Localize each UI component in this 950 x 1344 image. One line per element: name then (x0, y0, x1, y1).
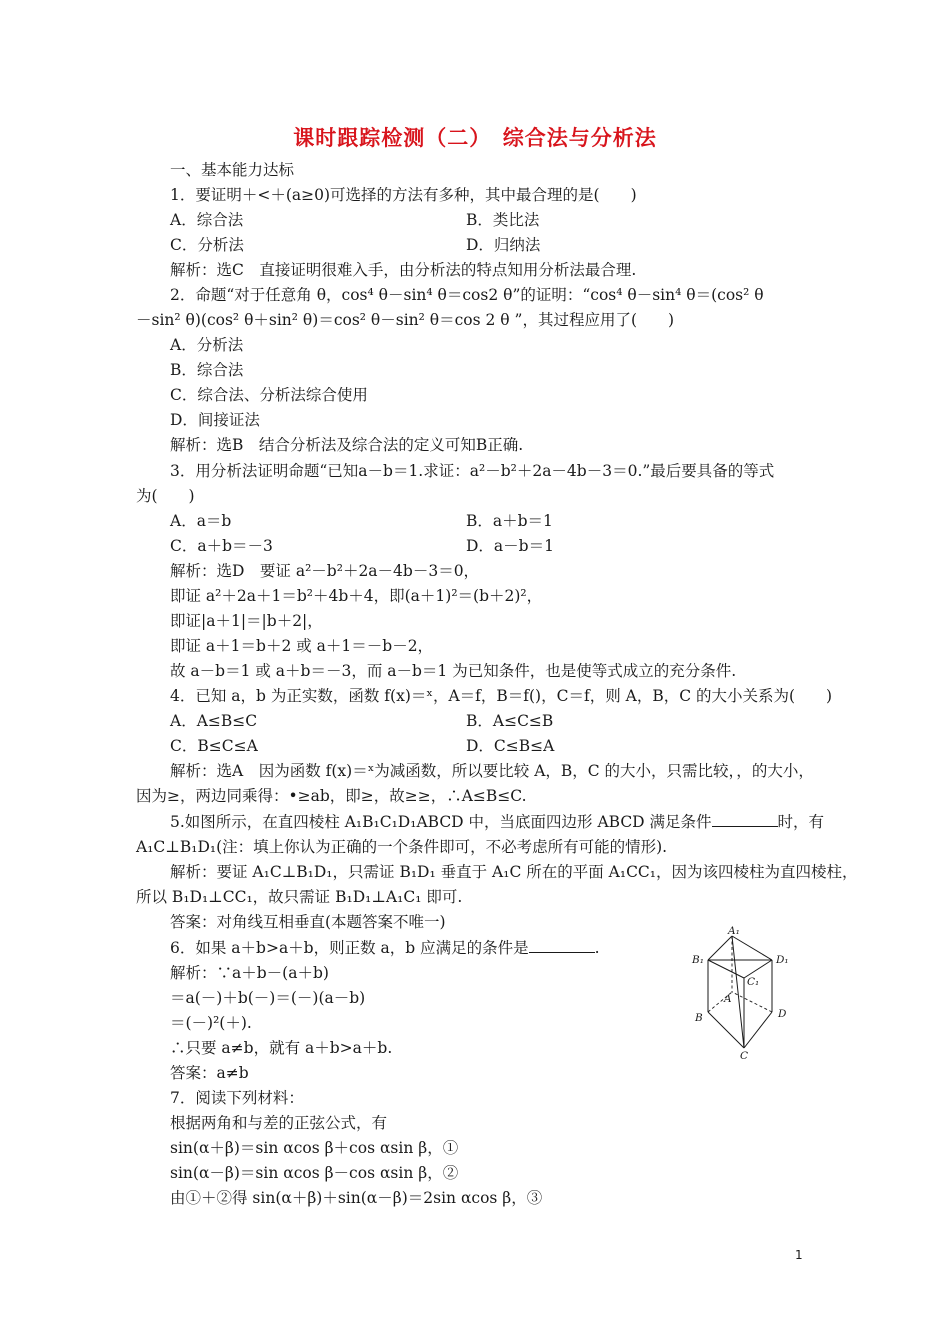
label-b: B (695, 1012, 703, 1024)
label-d: D (778, 1008, 787, 1020)
prism-figure (686, 922, 806, 1062)
label-a: A (724, 993, 732, 1005)
q3-option-c: C．a＋b＝－3 (170, 537, 273, 555)
q2-option-d: D．间接证法 (170, 411, 260, 429)
q5-analysis-2: 所以 B₁D₁⊥CC₁，故只需证 B₁D₁⊥A₁C₁ 即可. (136, 888, 463, 906)
q6-analysis-4: ∴只要 a≠b，就有 a＋b>a＋b. (170, 1039, 393, 1057)
q3-analysis-3: 即证|a＋1|＝|b＋2|， (170, 612, 323, 630)
q3-stem-line1: 3．用分析法证明命题“已知a－b＝1.求证：a²－b²＋2a－4b－3＝0.”最后要具备的等式 (170, 462, 775, 480)
q3-option-a: A．a＝b (170, 512, 232, 530)
q3-analysis-5: 故 a－b＝1 或 a＋b＝－3，而 a－b＝1 为已知条件，也是使等式成立的充分条件. (170, 662, 737, 680)
q2-option-a: A．分析法 (170, 336, 244, 354)
page-title: 课时跟踪检测（二） 综合法与分析法 (293, 126, 657, 150)
q1-analysis: 解析：选C 直接证明很难入手，由分析法的特点知用分析法最合理. (170, 261, 637, 279)
q2-option-c: C．综合法、分析法综合使用 (170, 386, 368, 404)
diag-a1c (732, 936, 744, 1048)
q3-stem-line2: 为( ) (136, 487, 195, 505)
q3-analysis-4: 即证 a＋1＝b＋2 或 a＋1＝－b－2， (170, 637, 434, 655)
q6-stem-tail: . (594, 939, 600, 957)
q6-analysis-2: ＝a(－)＋b(－)＝(－)(a－b) (170, 989, 366, 1007)
q7-line-1: 根据两角和与差的正弦公式，有 (170, 1114, 388, 1132)
label-a1: A₁ (728, 925, 740, 937)
section-heading: 一、基本能力达标 (170, 161, 295, 179)
q6-analysis-1: 解析：∵a＋b－(a＋b) (170, 964, 329, 982)
q5-stem-line2: A₁C⊥B₁D₁(注：填上你认为正确的一个条件即可，不必考虑所有可能的情形). (136, 838, 668, 856)
edge-a1d1 (732, 936, 772, 960)
q7-line-4: 由①＋②得 sin(α＋β)＋sin(α－β)＝2sin αcos β，③ (170, 1189, 543, 1207)
q1-option-a: A．综合法 (170, 211, 244, 229)
q4-stem: 4．已知 a，b 为正实数，函数 f(x)＝ˣ，A＝f，B＝f()，C＝f，则 A，B，C 的大小关系为( ) (170, 687, 833, 705)
label-b1: B₁ (692, 954, 704, 966)
q6-analysis-3: ＝(－)²(＋). (170, 1014, 252, 1032)
edge-bc (708, 1012, 744, 1048)
q3-analysis-2: 即证 a²＋2a＋1＝b²＋4b＋4，即(a＋1)²＝(b＋2)²， (170, 587, 543, 605)
q1-option-c: C．分析法 (170, 236, 244, 254)
label-c1: C₁ (747, 976, 760, 988)
q4-option-d: D．C≤B≤A (466, 737, 555, 755)
q4-analysis-2: 因为≥，两边同乘得：•≥ab，即≥，故≥≥，∴A≤B≤C. (136, 787, 527, 805)
q4-option-b: B．A≤C≤B (466, 712, 554, 730)
q3-option-d: D．a－b＝1 (466, 537, 554, 555)
q2-option-b: B．综合法 (170, 361, 244, 379)
q4-option-c: C．B≤C≤A (170, 737, 258, 755)
q7-line-3: sin(α－β)＝sin αcos β－cos αsin β，② (170, 1164, 459, 1182)
q2-analysis: 解析：选B 结合分析法及综合法的定义可知B正确. (170, 436, 524, 454)
label-c: C (740, 1050, 749, 1062)
q7-line-2: sin(α＋β)＝sin αcos β＋cos αsin β，① (170, 1139, 459, 1157)
q3-option-b: B．a＋b＝1 (466, 512, 553, 530)
q5-stem-tail: 时，有 (777, 813, 825, 831)
q6-answer: 答案：a≠b (170, 1064, 249, 1082)
q4-option-a: A．A≤B≤C (170, 712, 258, 730)
q2-stem-line1: 2．命题“对于任意角 θ，cos⁴ θ－sin⁴ θ＝cos2 θ”的证明：“cos⁴ θ－sin⁴ θ＝(cos² θ (170, 286, 764, 304)
q5-stem-line1 (170, 812, 824, 832)
q1-option-b: B．类比法 (466, 211, 540, 229)
edge-a1b1 (708, 936, 732, 960)
q1-option-d: D．归纳法 (466, 236, 541, 254)
page-number: 1 (795, 1248, 803, 1262)
q5-answer-blank (712, 826, 778, 827)
q5-stem-text: 5.如图所示，在直四棱柱 A₁B₁C₁D₁ABCD 中，当底面四边形 ABCD 满足条件 (170, 813, 712, 831)
q5-answer: 答案：对角线互相垂直(本题答案不唯一) (170, 913, 446, 931)
edge-dc (744, 1012, 772, 1048)
q2-stem-line2: －sin² θ)(cos² θ＋sin² θ)＝cos² θ－sin² θ＝cos 2 θ ”，其过程应用了( ) (136, 311, 675, 329)
q4-analysis-1: 解析：选A 因为函数 f(x)＝ˣ为减函数，所以要比较 A，B，C 的大小，只需比较，，的大小， (170, 762, 814, 780)
edge-b1c1 (708, 960, 744, 978)
q3-analysis-1: 解析：选D 要证 a²－b²＋2a－4b－3＝0， (170, 562, 480, 580)
q6-stem-text: 6．如果 a＋b>a＋b，则正数 a，b 应满足的条件是 (170, 939, 529, 957)
q6-stem (170, 938, 600, 958)
q7-stem: 7．阅读下列材料： (170, 1089, 304, 1107)
q1-stem: 1．要证明＋<＋(a≥0)可选择的方法有多种，其中最合理的是( ) (170, 186, 637, 204)
label-d1: D₁ (776, 954, 789, 966)
q6-answer-blank (529, 952, 595, 953)
q5-analysis-1: 解析：要证 A₁C⊥B₁D₁，只需证 B₁D₁ 垂直于 A₁C 所在的平面 A₁CC₁，因为该四棱柱为直四棱柱， (170, 863, 858, 881)
